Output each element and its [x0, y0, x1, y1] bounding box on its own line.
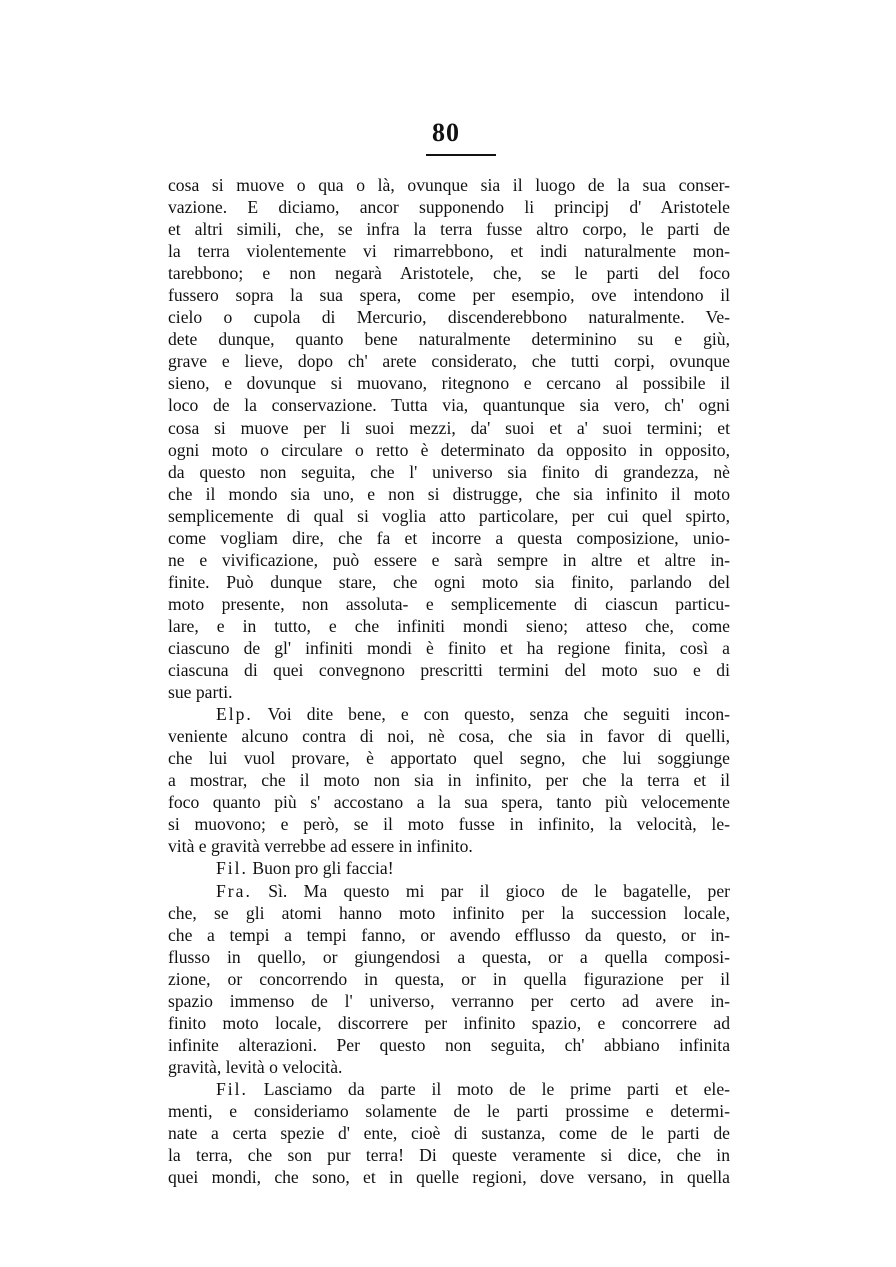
text-line: spazio immenso de l' universo, verranno per certo ad avere in-	[168, 990, 730, 1011]
text-line: Fra. Sì. Ma questo mi par il gioco de le bagatelle, per	[216, 880, 730, 901]
text-line: fussero sopra la sua spera, come per esempio, ove intendono il	[168, 285, 730, 306]
speaker-name: Fil.	[216, 1078, 248, 1099]
text-line: et altri simili, che, se infra la terra fusse altro corpo, le parti de	[168, 219, 730, 240]
speaker-name: Fra.	[216, 880, 252, 901]
text-line: dete dunque, quanto bene naturalmente determinino su e giù,	[168, 329, 730, 350]
text-line: veniente alcuno contra di noi, nè cosa, che sia in favor di quelli,	[168, 726, 730, 747]
text-line: da questo non seguita, che l' universo sia finito di grandezza, nè	[168, 461, 730, 482]
speaker-name: Fil.	[216, 858, 248, 879]
text-line: che il mondo sia uno, e non si distrugge, che sia infinito il moto	[168, 483, 730, 504]
text-line: Fil. Buon pro gli faccia!	[216, 858, 394, 879]
text-line: che, se gli atomi hanno moto infinito per la succession locale,	[168, 902, 730, 923]
text-line: sue parti.	[168, 682, 233, 703]
text-line: ciascuno de gl' infiniti mondi è finito et ha regione finita, così a	[168, 637, 730, 658]
text-line: grave e lieve, dopo ch' arete considerato, che tutti corpi, ovunque	[168, 351, 730, 372]
text-line: ciascuna di quei convegnono prescritti termini del moto suo e di	[168, 660, 730, 681]
text-line: Fil. Lasciamo da parte il moto de le prime parti et ele-	[216, 1078, 730, 1099]
text-line: lare, e in tutto, e che infiniti mondi sieno; atteso che, come	[168, 615, 730, 636]
text-line: gravità, levità o velocità.	[168, 1056, 343, 1077]
text-line: come vogliam dire, che fa et incorre a questa composizione, unio-	[168, 527, 730, 548]
page-number: 80	[432, 118, 460, 147]
text-line: semplicemente di qual si voglia atto particolare, per cui quel spirto,	[168, 505, 730, 526]
text-line: vazione. E diciamo, ancor supponendo li principj d' Aristotele	[168, 197, 730, 218]
text-line: foco quanto più s' accostano a la sua spera, tanto più velocemente	[168, 792, 730, 813]
header-rule	[426, 154, 496, 156]
text-line: cielo o cupola di Mercurio, discenderebbono naturalmente. Ve-	[168, 307, 730, 328]
text-line: infinite alterazioni. Per questo non seguita, ch' abbiano infinita	[168, 1034, 730, 1055]
text-line: ogni moto o circulare o retto è determinato da opposito in opposito,	[168, 439, 730, 460]
text-line: finito moto locale, discorrere per infinito spazio, e concorrere ad	[168, 1012, 730, 1033]
text-line: a mostrar, che il moto non sia in infinito, per che la terra et il	[168, 770, 730, 791]
text-line: Elp. Voi dite bene, e con questo, senza che seguiti incon-	[216, 704, 730, 725]
text-line: cosa si muove o qua o là, ovunque sia il luogo de la sua conser-	[168, 175, 730, 195]
text-line: loco de la conservazione. Tutta via, quantunque sia vero, ch' ogni	[168, 395, 730, 416]
text-line: ne e vivificazione, può essere e sarà sempre in altre et altre in-	[168, 549, 730, 570]
body-text	[168, 174, 730, 1188]
text-line: la terra, che son pur terra! Di queste veramente si dice, che in	[168, 1145, 730, 1166]
text-line: zione, or concorrendo in questa, or in quella figurazione per il	[168, 968, 730, 989]
text-line: tarebbono; e non negarà Aristotele, che, se le parti del foco	[168, 263, 730, 284]
text-line: quei mondi, che sono, et in quelle regioni, dove versano, in quella	[168, 1167, 730, 1188]
text-line: vità e gravità verrebbe ad essere in infinito.	[168, 836, 473, 857]
text-line: moto presente, non assoluta- e semplicemente di ciascun particu-	[168, 593, 730, 614]
text-line: sieno, e dovunque si muovano, ritegnono e cercano al possibile il	[168, 373, 730, 394]
text-line: flusso in quello, or giungendosi a questa, or a quella composi-	[168, 946, 730, 967]
text-line: che lui vuol provare, è apportato quel segno, che lui soggiunge	[168, 748, 730, 769]
text-line: menti, e consideriamo solamente de le parti prossime e determi-	[168, 1100, 730, 1121]
text-line: che a tempi a tempi fanno, or avendo efflusso da questo, or in-	[168, 924, 730, 945]
speaker-name: Elp.	[216, 704, 253, 725]
text-line: cosa si muove per li suoi mezzi, da' suoi et a' suoi termini; et	[168, 417, 730, 438]
text-line: finite. Può dunque stare, che ogni moto sia finito, parlando del	[168, 571, 730, 592]
text-line: si muovono; e però, se il moto fusse in infinito, la velocità, le-	[168, 814, 730, 835]
text-line: nate a certa spezie d' ente, cioè di sustanza, come de le parti de	[168, 1123, 730, 1144]
text-line: la terra violentemente vi rimarrebbono, et indi naturalmente mon-	[168, 241, 730, 262]
